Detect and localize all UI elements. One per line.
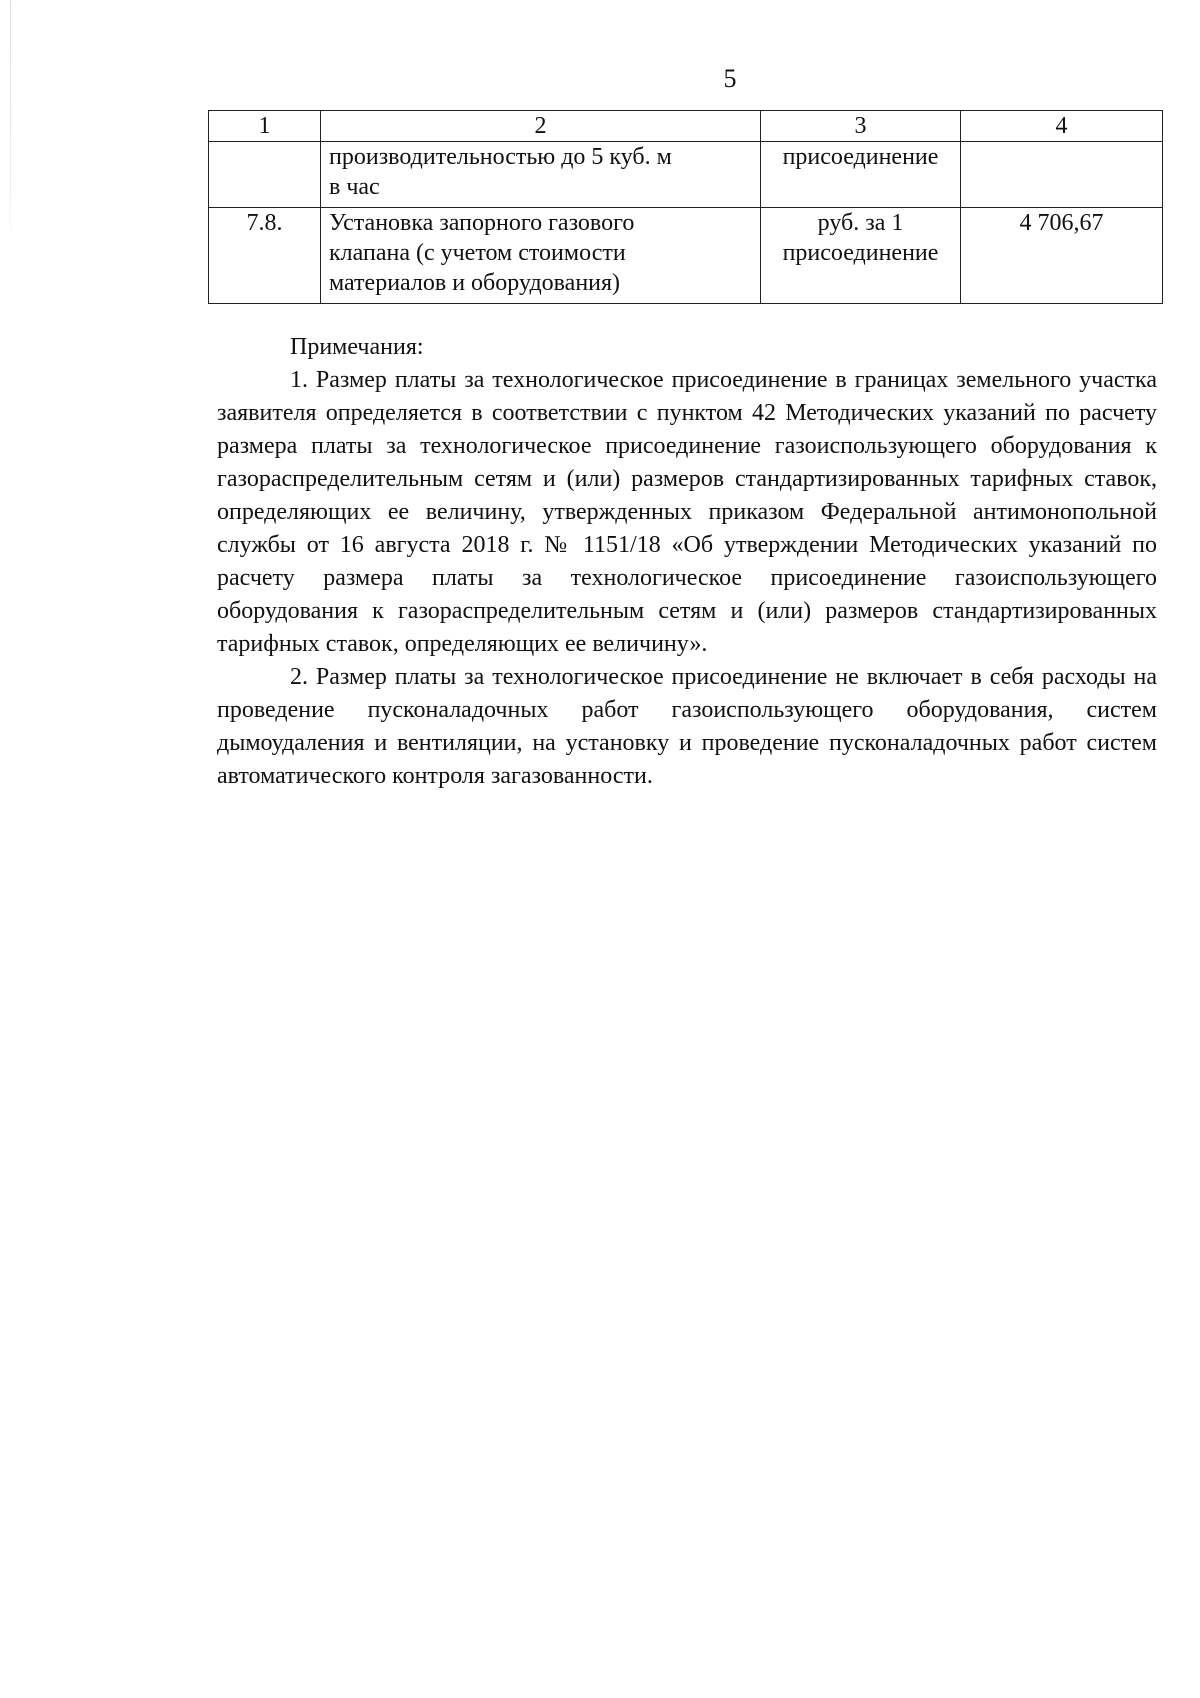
row-value-cell: 4 706,67 <box>961 208 1163 304</box>
description-line: в час <box>329 174 380 200</box>
description-line: Установка запорного газового <box>329 210 635 236</box>
description-line: клапана (с учетом стоимости <box>329 240 626 266</box>
header-cell: 1 <box>209 111 321 142</box>
table-row <box>209 142 1163 208</box>
header-cell: 4 <box>961 111 1163 142</box>
note-paragraph-2: 2. Размер платы за технологическое присоединение не включает в себя расходы на проведение пусконаладочных работ газоиспользующего оборудования, систем дымоудаления и вентиляции, на установку и проведение пусконаладочных работ систем автоматического контроля загазованности. <box>217 664 1157 789</box>
row-description-cell <box>321 142 761 208</box>
page-number: 5 <box>723 64 737 93</box>
note-paragraph-1: 1. Размер платы за технологическое присоединение в границах земельного участка заявителя определяется в соответствии с пунктом 42 Методических указаний по расчету размера платы за технологическое присоединение газоиспользующего оборудования к газораспределительным сетям и (или) размеров стандартизированных тарифных ставок, определяющих ее величину, утвержденных приказом Федеральной антимонопольной службы от 16 августа 2018 г. № 1151/18 «Об утверждении Методических указаний по расчету размера платы за технологическое присоединение газоиспользующего оборудования к газораспределительным сетям и (или) размеров стандартизированных тарифных ставок, определяющих ее величину». <box>217 367 1157 657</box>
row-unit-cell <box>761 142 961 208</box>
scan-edge-mark <box>10 0 11 230</box>
description-line: производительностью до 5 куб. м <box>329 144 672 170</box>
unit-line: присоединение <box>782 240 939 266</box>
notes-title: Примечания: <box>290 334 424 360</box>
table-header-row <box>209 111 1163 142</box>
unit-line: присоединение <box>782 144 939 170</box>
table-row <box>209 208 1163 304</box>
row-value-cell <box>961 142 1163 208</box>
tariff-table <box>208 110 1163 304</box>
header-cell: 3 <box>761 111 961 142</box>
row-unit-cell <box>761 208 961 304</box>
header-cell: 2 <box>321 111 761 142</box>
notes-section <box>217 331 1157 793</box>
description-line: материалов и оборудования) <box>329 270 621 296</box>
row-description-cell <box>321 208 761 304</box>
unit-line: руб. за 1 <box>817 210 904 236</box>
row-number-cell <box>209 142 321 208</box>
row-number-cell: 7.8. <box>209 208 321 304</box>
